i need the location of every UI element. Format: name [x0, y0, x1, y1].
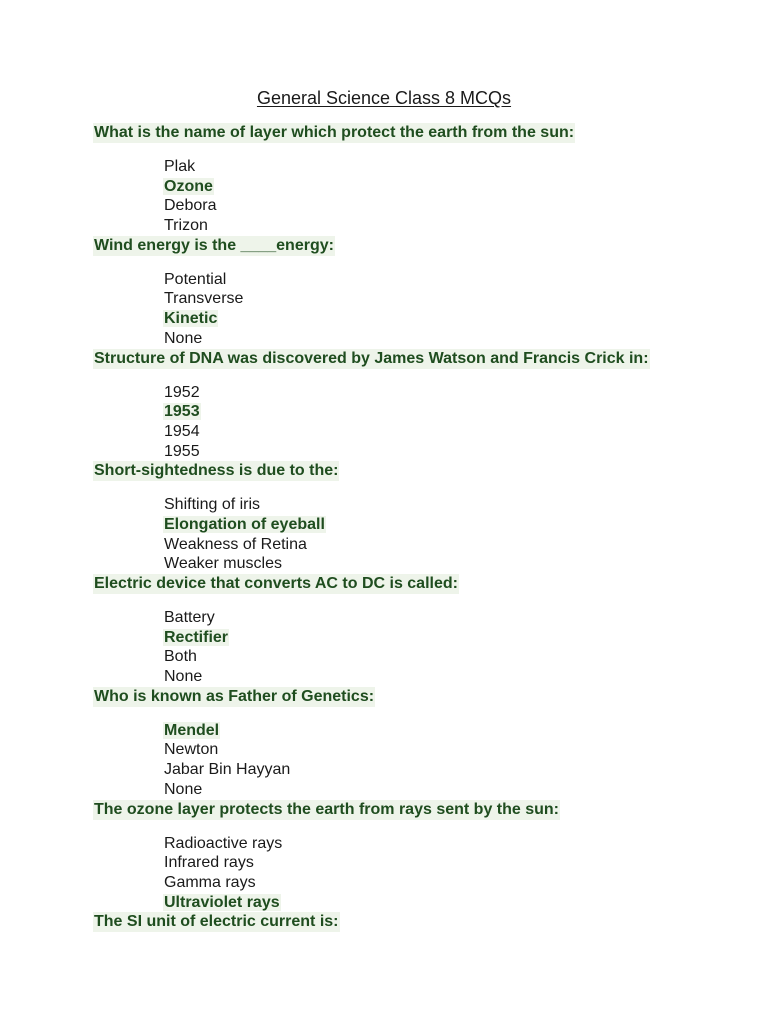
question-text: The SI unit of electric current is:	[94, 913, 339, 931]
page-title-text: General Science Class 8 MCQs	[256, 88, 512, 108]
option-item	[163, 647, 733, 667]
option-item	[163, 495, 733, 515]
option-text: None	[164, 668, 203, 686]
question-text: Structure of DNA was discovered by James Watson and Francis Crick in:	[94, 349, 649, 367]
option-list	[93, 608, 733, 687]
question-text: Short-sightedness is due to the:	[94, 462, 339, 480]
option-item	[163, 760, 733, 780]
question-block	[93, 800, 733, 913]
option-item-correct	[163, 177, 733, 197]
option-item	[163, 554, 733, 574]
option-text: Newton	[164, 741, 219, 759]
option-text: Plak	[164, 158, 196, 175]
question-block	[93, 574, 733, 687]
option-text: 1955	[164, 442, 200, 460]
option-text: Infrared rays	[164, 854, 254, 872]
option-text: Mendel	[164, 721, 220, 739]
option-item	[163, 834, 733, 854]
mcq-list	[93, 123, 733, 932]
option-item-correct	[163, 402, 733, 422]
option-item	[163, 853, 733, 873]
page-title	[0, 87, 768, 109]
question-block	[93, 123, 733, 236]
option-text: Weaker muscles	[164, 555, 282, 573]
option-text: Potential	[164, 270, 227, 288]
option-item	[163, 329, 733, 349]
option-list	[93, 495, 733, 574]
question-block	[93, 912, 733, 932]
option-item-correct	[163, 893, 733, 913]
option-text: Transverse	[164, 290, 244, 308]
option-text: Both	[164, 648, 197, 666]
option-text: Gamma rays	[164, 873, 256, 891]
option-text: Trizon	[164, 217, 208, 235]
option-text: None	[164, 780, 203, 798]
option-list	[93, 270, 733, 349]
option-item	[163, 270, 733, 290]
option-text: Shifting of iris	[164, 496, 261, 514]
option-item	[163, 442, 733, 462]
question-block	[93, 236, 733, 349]
option-item	[163, 608, 733, 628]
option-text: Rectifier	[164, 628, 229, 646]
option-text: 1953	[164, 403, 200, 421]
option-item	[163, 196, 733, 216]
option-text: Radioactive rays	[164, 834, 283, 852]
option-item	[163, 780, 733, 800]
option-text: 1952	[164, 383, 200, 401]
option-list	[93, 721, 733, 800]
option-item	[163, 740, 733, 760]
option-item	[163, 535, 733, 555]
option-item	[163, 873, 733, 893]
question-block	[93, 687, 733, 800]
option-item	[163, 667, 733, 687]
option-item-correct	[163, 309, 733, 329]
option-text: Kinetic	[164, 310, 218, 328]
option-text: Weakness of Retina	[164, 535, 307, 553]
question-text: Wind energy is the ____energy:	[94, 236, 334, 254]
question-text: The ozone layer protects the earth from rays sent by the sun:	[94, 800, 559, 818]
option-item-correct	[163, 515, 733, 535]
option-item	[163, 157, 733, 177]
question-block	[93, 461, 733, 574]
option-list	[93, 383, 733, 462]
option-list	[93, 157, 733, 236]
question-text: Electric device that converts AC to DC is called:	[94, 575, 458, 592]
option-list	[93, 834, 733, 913]
option-item	[163, 289, 733, 309]
option-text: Ultraviolet rays	[164, 893, 280, 911]
question-text: What is the name of layer which protect the earth from the sun:	[94, 124, 575, 141]
option-item	[163, 216, 733, 236]
question-text: Who is known as Father of Genetics:	[94, 687, 375, 705]
option-text: Jabar Bin Hayyan	[164, 761, 291, 779]
option-text: Elongation of eyeball	[164, 515, 325, 533]
option-item	[163, 422, 733, 442]
option-text: None	[164, 329, 203, 347]
option-item	[163, 383, 733, 403]
option-text: 1954	[164, 422, 200, 440]
question-block	[93, 349, 733, 462]
option-item-correct	[163, 721, 733, 741]
option-item-correct	[163, 628, 733, 648]
option-text: Ozone	[164, 177, 213, 195]
option-text: Battery	[164, 609, 215, 626]
option-text: Debora	[164, 197, 217, 215]
